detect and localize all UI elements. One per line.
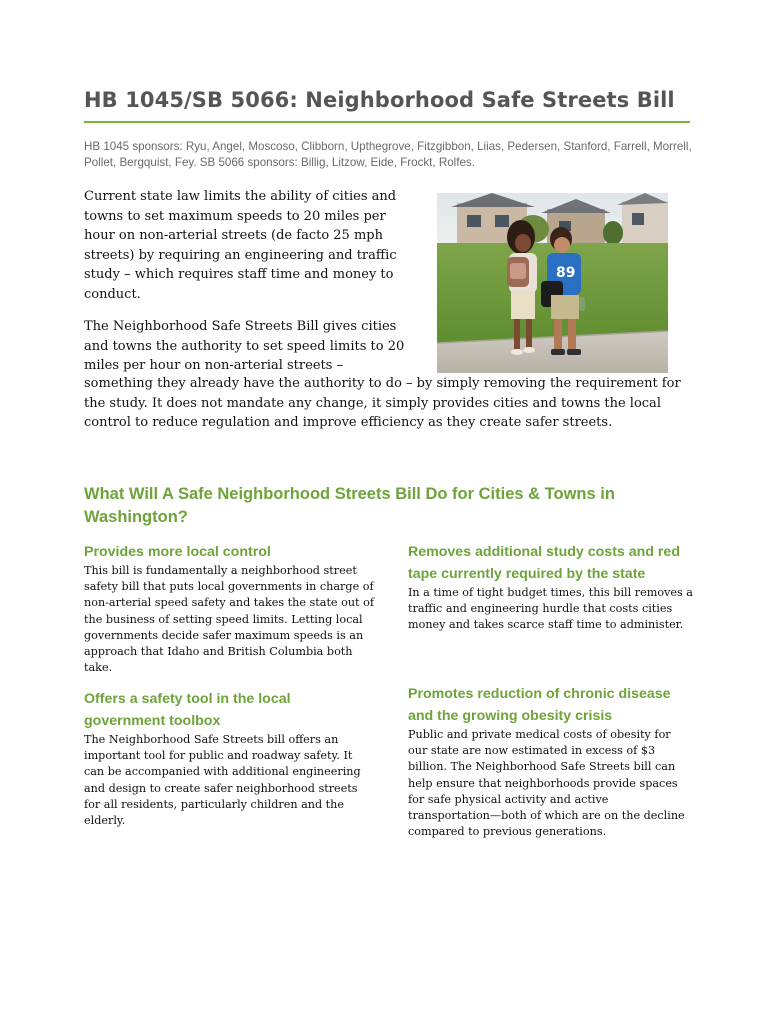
right-column-2 <box>408 683 693 840</box>
local-control-heading: Provides more local control <box>84 544 271 560</box>
safety-tool-text: The Neighborhood Safe Streets bill offers an important tool for public and roadway safety. It can be accompanied with additional engineering and design to create safer neighborhood streets for all residents, particularly children and the elderly. <box>84 733 361 828</box>
page-title: HB 1045/SB 5066: Neighborhood Safe Streets Bill <box>84 88 675 112</box>
title-divider <box>84 121 690 123</box>
jersey-number: 89 <box>556 265 576 281</box>
left-column <box>84 541 374 676</box>
local-control-text: This bill is fundamentally a neighborhood street safety bill that puts local governments in charge of non-arterial speed safety and takes the state out of the business of setting speed limits. Letting local governments decide safer maximum speeds is an approach that Idaho and British Columbia both take. <box>84 564 374 675</box>
intro-paragraph-2-continued: something they already have the authority to do – by simply removing the requirement for the study. It does not mandate any change, it simply provides cities and towns the local control to reduce regulation and improve efficiency as they create safer streets. <box>84 376 681 430</box>
sponsors-text: HB 1045 sponsors: Ryu, Angel, Moscoso, Clibborn, Upthegrove, Fitzgibbon, Liias, Pedersen, Stanford, Farrell, Morrell, Pollet, Bergquist, Fey. SB 5066 sponsors: Billig, Litzow, Eide, Frockt, Rolfes. <box>84 140 692 169</box>
right-column <box>408 541 693 634</box>
intro-paragraph-1: Current state law limits the ability of cities and towns to set maximum speeds to 20 miles per hour on non-arterial streets (de facto 25 mph streets) by requiring an engineering and traffic study – which requires staff time and money to conduct. <box>84 189 397 302</box>
section-heading: What Will A Safe Neighborhood Streets Bill Do for Cities & Towns in Washington? <box>84 485 615 526</box>
left-column-2 <box>84 688 369 829</box>
study-costs-text: In a time of tight budget times, this bill removes a traffic and engineering hurdle that costs cities money and takes scarce staff time to administer. <box>408 586 693 632</box>
study-costs-heading: Removes additional study costs and red tape currently required by the state <box>408 544 680 582</box>
chronic-disease-text: Public and private medical costs of obesity for our state are now estimated in excess of $3 billion. The Neighborhood Safe Streets bill can help ensure that neighborhoods provide spaces for safe physical activity and active transportation—both of which are on the decline compared to previous generations. <box>408 728 685 839</box>
intro-paragraph-2: The Neighborhood Safe Streets Bill gives cities and towns the authority to set speed limits to 20 miles per hour on non-arterial streets – <box>84 319 405 373</box>
chronic-disease-heading: Promotes reduction of chronic disease and the growing obesity crisis <box>408 686 671 724</box>
safety-tool-heading: Offers a safety tool in the local government toolbox <box>84 691 291 729</box>
children-walking-photo <box>437 193 668 373</box>
